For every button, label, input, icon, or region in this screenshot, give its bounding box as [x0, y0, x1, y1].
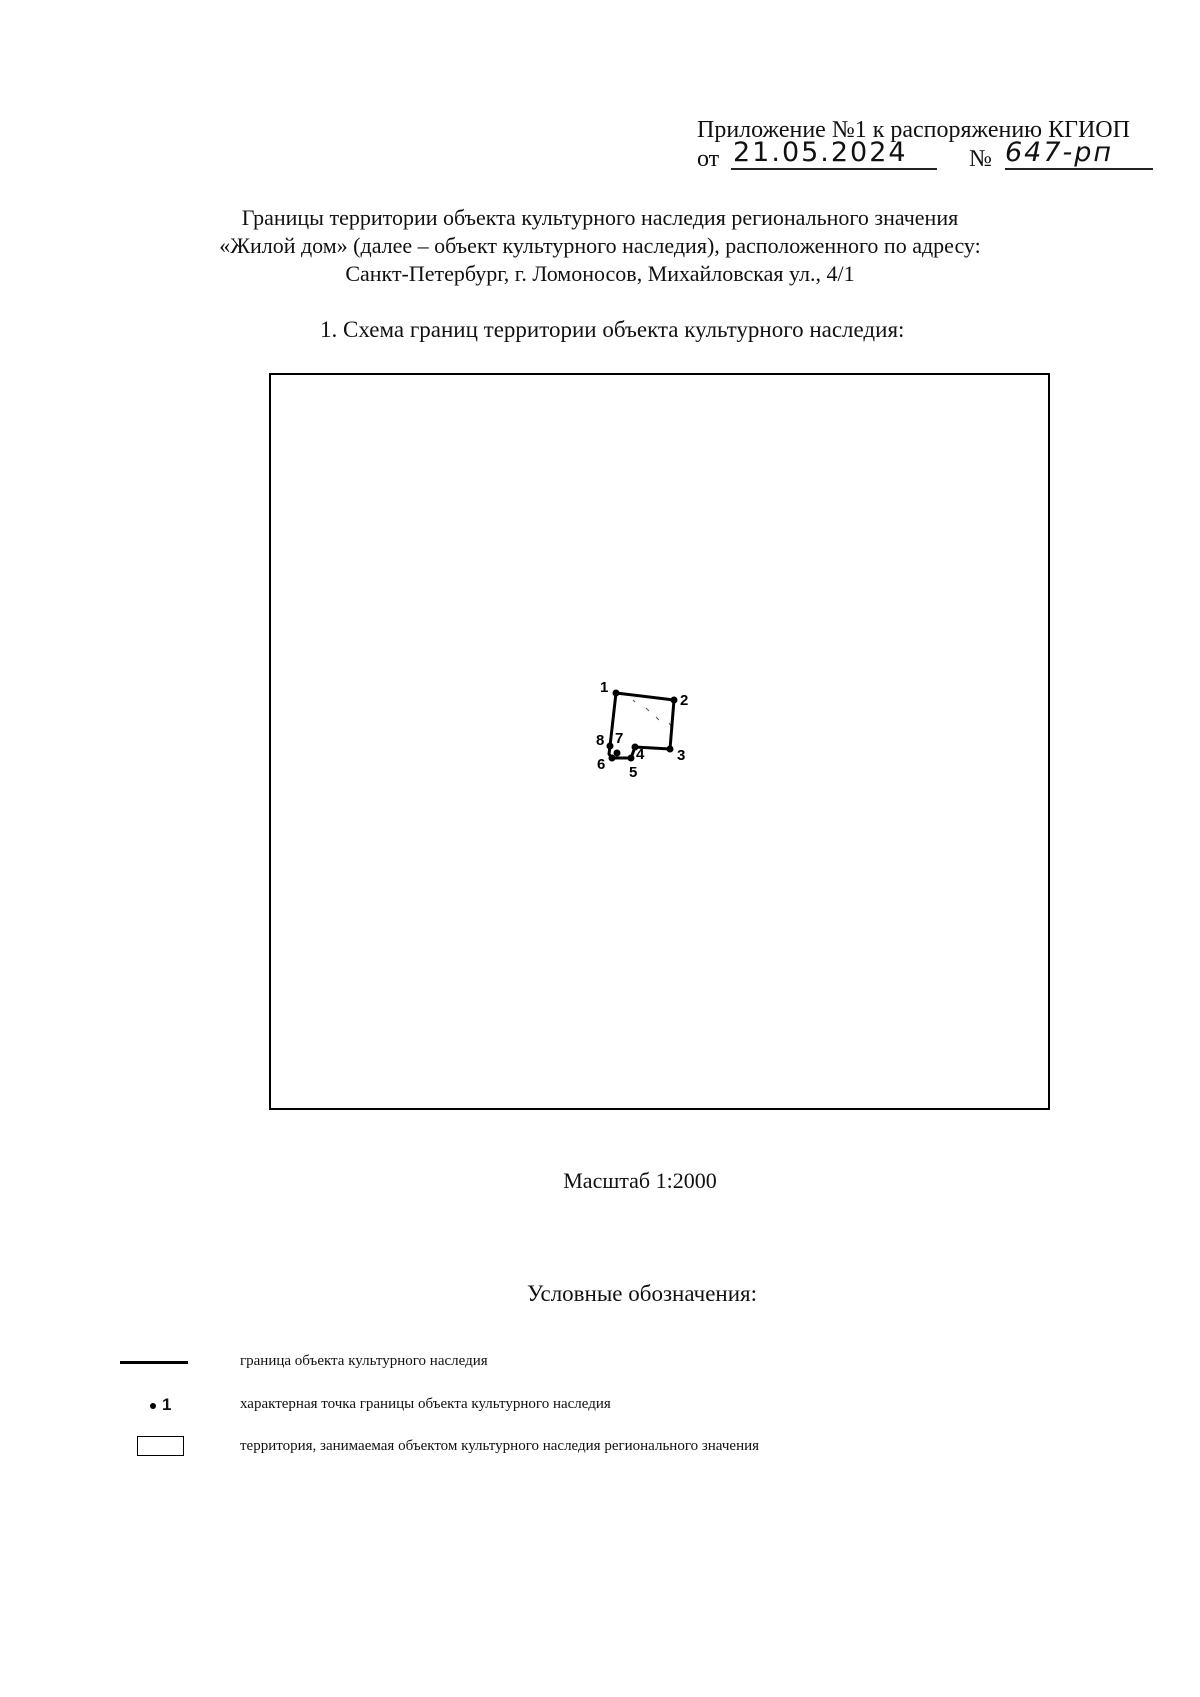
boundary-point-2	[671, 697, 678, 704]
point-label-6: 6	[597, 756, 606, 773]
boundary-line-symbol	[120, 1361, 188, 1364]
section-heading: 1. Схема границ территории объекта культурного наследия:	[320, 317, 905, 342]
legend-text: граница объекта культурного наследия	[240, 1353, 488, 1369]
title-line-3: Санкт-Петербург, г. Ломоносов, Михайловская ул., 4/1	[345, 261, 855, 286]
legend-item-boundary	[0, 1347, 1200, 1377]
order-date: 21.05.2024	[731, 138, 937, 170]
point-label-4: 4	[636, 746, 645, 763]
boundary-point-1	[613, 690, 620, 697]
boundary-point-6	[609, 755, 616, 762]
order-number: 647-рп	[1005, 138, 1153, 170]
title-line-2: «Жилой дом» (далее – объект культурного наследия), расположенного по адресу:	[219, 233, 981, 258]
boundary-point-8	[607, 743, 614, 750]
point-label-5: 5	[629, 764, 638, 781]
map-scale: Масштаб 1:2000	[563, 1168, 717, 1193]
legend-text: территория, занимаемая объектом культурного наследия регионального значения	[240, 1438, 760, 1454]
point-symbol-label: 1	[162, 1395, 172, 1414]
boundary-point-3	[667, 746, 674, 753]
territory-symbol	[137, 1436, 184, 1456]
point-symbol	[150, 1403, 156, 1409]
boundary-map	[269, 373, 1050, 1110]
legend-text: характерная точка границы объекта культурного наследия	[240, 1396, 611, 1412]
hatch-mark	[656, 717, 659, 720]
legend-item-point	[0, 1390, 1200, 1420]
boundary-point-7	[614, 750, 621, 757]
legend-item-territory	[0, 1432, 1200, 1462]
number-prefix: №	[969, 146, 992, 172]
title-line-1: Границы территории объекта культурного наследия регионального значения	[241, 205, 959, 230]
document-title	[130, 204, 1070, 288]
hatch-mark	[646, 708, 649, 711]
point-label-2: 2	[680, 692, 689, 709]
boundary-point-5	[628, 755, 635, 762]
point-label-8: 8	[596, 732, 605, 749]
date-prefix: от	[697, 146, 720, 172]
map-drawing	[271, 375, 1048, 1108]
hatch-mark	[633, 700, 635, 702]
point-label-3: 3	[677, 747, 686, 764]
point-label-7: 7	[615, 730, 624, 747]
appendix-header: Приложение №1 к распоряжению КГИОП	[697, 117, 1130, 143]
point-label-1: 1	[600, 679, 609, 696]
legend-heading: Условные обозначения:	[526, 1281, 758, 1306]
territory-hatch	[633, 700, 671, 726]
